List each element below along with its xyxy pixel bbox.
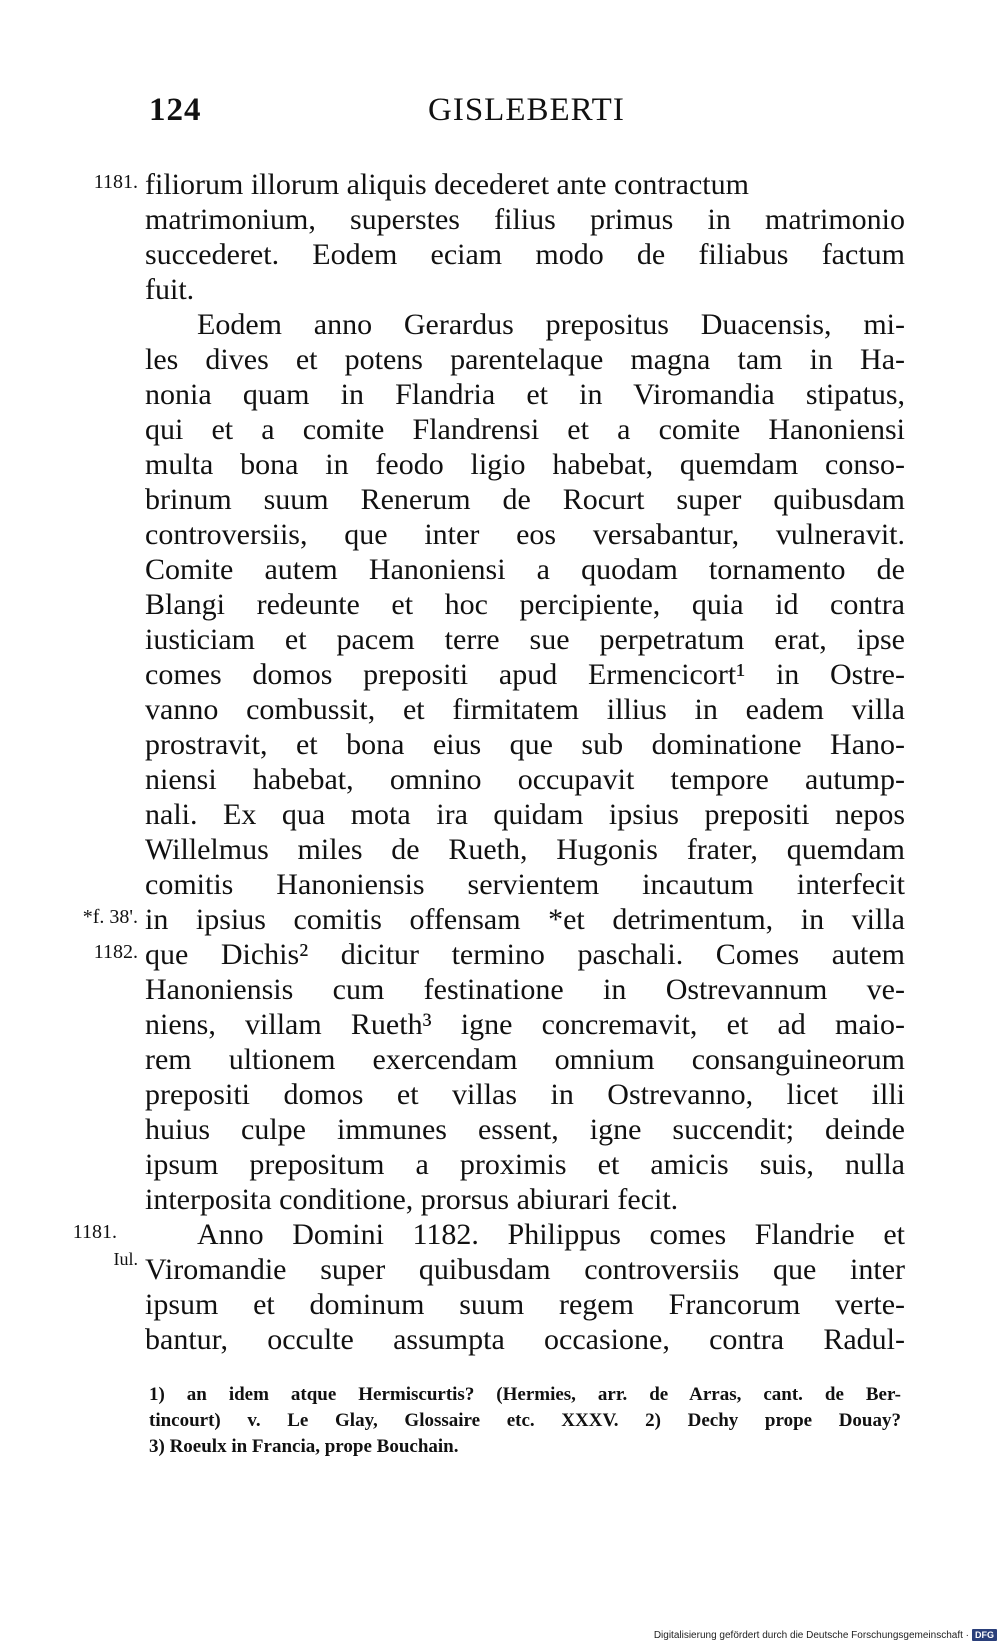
- margin-note-year: 1182.: [93, 941, 138, 963]
- text-line: [0, 972, 1000, 1007]
- text-line: [0, 1322, 1000, 1357]
- text-line: [0, 412, 1000, 447]
- text-line: [0, 377, 1000, 412]
- line-text: Viromandie super quibusdam controversiis que inter: [145, 1253, 905, 1286]
- line-text: les dives et potens parentelaque magna tam in Ha-: [145, 343, 905, 376]
- text-line: [0, 1249, 1000, 1287]
- credit-text: Digitalisierung gefördert durch die Deutsche Forschungsgemeinschaft ·: [653, 1629, 969, 1641]
- line-text: brinum suum Renerum de Rocurt super quibusdam: [145, 483, 905, 516]
- line-text: matrimonium, superstes filius primus in matrimonio: [145, 203, 905, 236]
- line-text: Blangi redeunte et hoc percipiente, quia id contra: [145, 588, 905, 621]
- line-text: Willelmus miles de Rueth, Hugonis frater, quemdam: [145, 833, 905, 866]
- line-text: succederet. Eodem eciam modo de filiabus factum: [145, 238, 905, 271]
- text-line: [0, 587, 1000, 622]
- line-text: iusticiam et pacem terre sue perpetratum erat, ipse: [145, 623, 905, 656]
- text-line: [0, 552, 1000, 587]
- text-line: [0, 1007, 1000, 1042]
- line-text: qui et a comite Flandrensi et a comite Hanoniensi: [145, 413, 905, 446]
- body-text: [0, 167, 1000, 1357]
- margin-note-month: Iul.: [113, 1249, 138, 1269]
- line-text: rem ultionem exercendam omnium consanguineorum: [145, 1043, 905, 1076]
- line-text: prepositi domos et villas in Ostrevanno, licet illi: [145, 1078, 905, 1111]
- text-line: [0, 797, 1000, 832]
- line-text: nali. Ex qua mota ira quidam ipsius prepositi nepos: [145, 798, 905, 831]
- text-line: [0, 657, 1000, 692]
- text-line: [0, 202, 1000, 237]
- line-text: in ipsius comitis offensam *et detrimentum, in villa: [145, 903, 905, 936]
- text-line: [0, 1287, 1000, 1322]
- text-line: [0, 272, 1000, 307]
- margin-note-folio: *f. 38'.: [82, 906, 138, 928]
- text-line: [0, 307, 1000, 342]
- line-text: vanno combussit, et firmitatem illius in eadem villa: [145, 693, 905, 726]
- line-text: Hanoniensis cum festinatione in Ostrevannum ve-: [145, 973, 905, 1006]
- text-line: [0, 902, 1000, 937]
- text-line: [0, 517, 1000, 552]
- dfg-logo: DFG: [972, 1629, 997, 1641]
- text-line: [0, 447, 1000, 482]
- line-text: fuit.: [145, 273, 195, 306]
- text-line: [0, 482, 1000, 517]
- line-text: niens, villam Rueth³ igne concremavit, et ad maio-: [145, 1008, 905, 1041]
- line-text: comes domos prepositi apud Ermencicort¹ in Ostre-: [145, 658, 905, 691]
- text-line: [0, 1112, 1000, 1147]
- text-line: [0, 727, 1000, 762]
- footnote-line: 3) Roeulx in Francia, prope Bouchain.: [149, 1436, 459, 1457]
- line-text: ipsum et dominum suum regem Francorum verte-: [145, 1288, 905, 1321]
- line-text: controversiis, que inter eos versabantur, vulneravit.: [145, 518, 905, 551]
- text-line: [0, 1182, 1000, 1217]
- text-line: [0, 622, 1000, 657]
- line-text: Anno Domini 1182. Philippus comes Flandrie et: [197, 1218, 905, 1251]
- text-line: [0, 167, 1000, 202]
- line-text: interposita conditione, prorsus abiurari fecit.: [145, 1183, 679, 1216]
- text-line: [0, 1042, 1000, 1077]
- line-text: Comite autem Hanoniensi a quodam tornamento de: [145, 553, 905, 586]
- line-text: ipsum prepositum a proximis et amicis suis, nulla: [145, 1148, 905, 1181]
- text-line: [0, 1077, 1000, 1112]
- text-line: [0, 1147, 1000, 1182]
- margin-note-year: 1181.: [93, 171, 138, 193]
- line-text: filiorum illorum aliquis decederet ante contractum: [145, 168, 749, 201]
- text-line: [0, 342, 1000, 377]
- line-text: nonia quam in Flandria et in Viromandia stipatus,: [145, 378, 905, 411]
- running-title: GISLEBERTI: [428, 92, 625, 128]
- line-text: comitis Hanoniensis servientem incautum interfecit: [145, 868, 905, 901]
- line-text: que Dichis² dicitur termino paschali. Comes autem: [145, 938, 905, 971]
- line-text: Eodem anno Gerardus prepositus Duacensis, mi-: [197, 308, 905, 341]
- line-text: bantur, occulte assumpta occasione, contra Radul-: [145, 1323, 905, 1356]
- text-line: [0, 1217, 1000, 1252]
- text-line: [0, 937, 1000, 972]
- text-line: [0, 867, 1000, 902]
- text-line: [0, 237, 1000, 272]
- line-text: huius culpe immunes essent, igne succendit; deinde: [145, 1113, 905, 1146]
- footnote-line: tincourt) v. Le Glay, Glossaire etc. XXXV. 2) Dechy prope Douay?: [149, 1410, 901, 1431]
- line-text: niensi habebat, omnino occupavit tempore autump-: [145, 763, 905, 796]
- page-header: [0, 92, 1000, 136]
- text-line: [0, 692, 1000, 727]
- line-text: multa bona in feodo ligio habebat, quemdam conso-: [145, 448, 905, 481]
- line-text: prostravit, et bona eius que sub dominatione Hano-: [145, 728, 905, 761]
- margin-note-year: 1181.: [72, 1221, 117, 1243]
- page-number: 124: [149, 92, 202, 128]
- footnote-line: 1) an idem atque Hermiscurtis? (Hermies, arr. de Arras, cant. de Ber-: [149, 1384, 901, 1405]
- digitization-credit: [654, 1627, 997, 1643]
- text-line: [0, 832, 1000, 867]
- text-line: [0, 762, 1000, 797]
